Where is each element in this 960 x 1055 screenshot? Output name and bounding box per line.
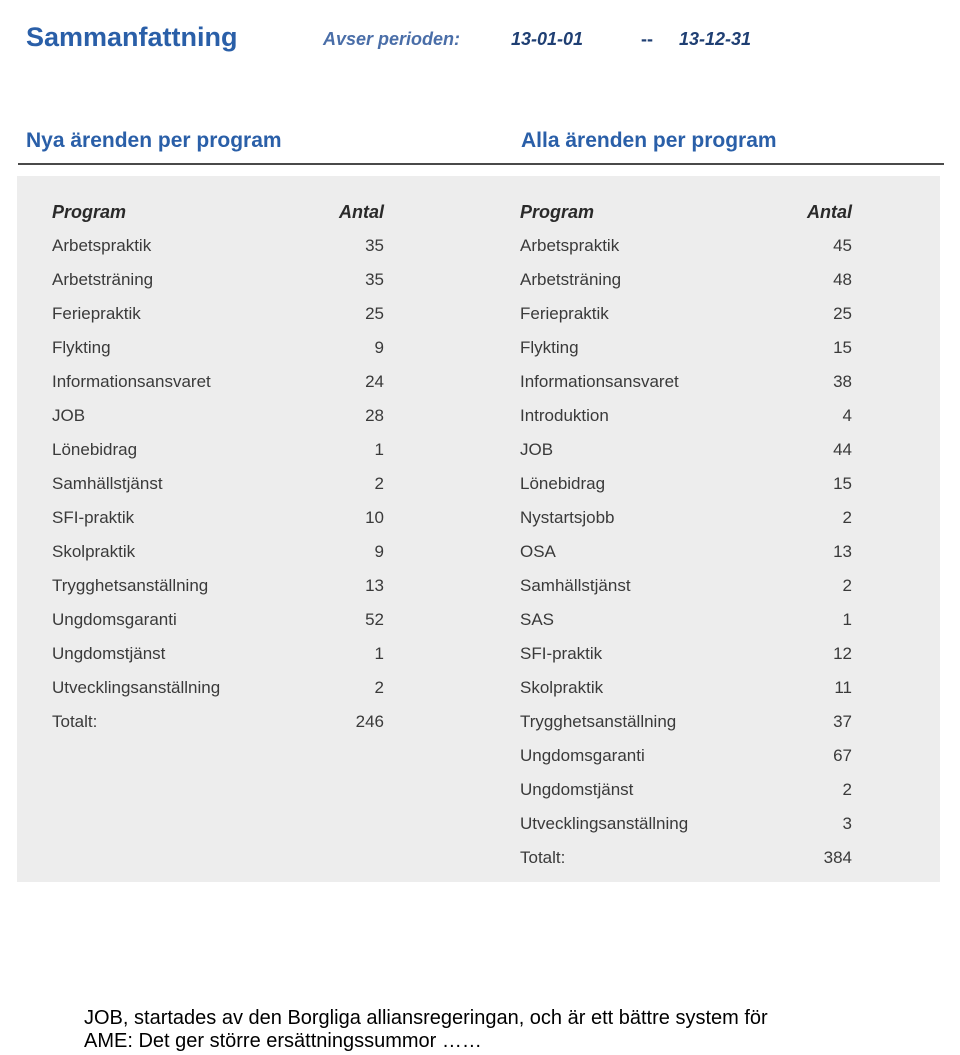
program-name: Utvecklingsanställning xyxy=(520,814,689,833)
program-count: 35 xyxy=(365,236,384,255)
program-name: JOB xyxy=(52,406,86,425)
program-name: SAS xyxy=(520,610,555,629)
table-row xyxy=(52,508,384,542)
program-name: Introduktion xyxy=(520,406,609,425)
footnote xyxy=(84,1007,844,1053)
table-row xyxy=(520,780,852,814)
all-cases-table xyxy=(520,202,852,882)
program-count: 25 xyxy=(833,304,852,323)
program-name: Nystartsjobb xyxy=(520,508,615,527)
section-title-new-cases: Nya ärenden per program xyxy=(26,129,282,152)
table-row xyxy=(520,508,852,542)
new-cases-table xyxy=(52,202,384,746)
table-row xyxy=(52,338,384,372)
program-count: 2 xyxy=(842,780,852,799)
table-row xyxy=(520,576,852,610)
header-divider xyxy=(18,163,944,165)
program-name: Ungdomsgaranti xyxy=(520,746,645,765)
program-count: 48 xyxy=(833,270,852,289)
table-row xyxy=(52,610,384,644)
program-count: 13 xyxy=(365,576,384,595)
page-title: Sammanfattning xyxy=(26,22,238,52)
table-row xyxy=(52,372,384,406)
program-count: 1 xyxy=(842,610,852,629)
program-count: 2 xyxy=(842,576,852,595)
program-name: Skolpraktik xyxy=(520,678,604,697)
table-row xyxy=(52,406,384,440)
program-count: 25 xyxy=(365,304,384,323)
program-name: Samhällstjänst xyxy=(52,474,163,493)
program-name: Feriepraktik xyxy=(52,304,141,323)
program-name: Flykting xyxy=(52,338,111,357)
program-name: Informationsansvaret xyxy=(52,372,211,391)
table-row xyxy=(52,474,384,508)
program-name: Arbetspraktik xyxy=(520,236,620,255)
table-row xyxy=(520,270,852,304)
total-value: 384 xyxy=(823,848,852,867)
period-label: Avser perioden: xyxy=(323,29,461,49)
table-row xyxy=(520,304,852,338)
table-row xyxy=(520,440,852,474)
program-count: 67 xyxy=(833,746,852,765)
table-row xyxy=(52,576,384,610)
program-name: JOB xyxy=(520,440,554,459)
table-row xyxy=(52,542,384,576)
program-count: 4 xyxy=(842,406,852,425)
program-name: Skolpraktik xyxy=(52,542,136,561)
program-count: 15 xyxy=(833,474,852,493)
column-header-antal: Antal xyxy=(339,202,384,222)
total-value: 246 xyxy=(355,712,384,731)
program-count: 2 xyxy=(374,474,384,493)
table-row xyxy=(52,440,384,474)
footnote-line-1: JOB, startades av den Borgliga alliansregeringan, och är ett bättre system för xyxy=(84,1007,768,1029)
table-row xyxy=(520,610,852,644)
table-row xyxy=(520,678,852,712)
program-count: 52 xyxy=(365,610,384,629)
total-row xyxy=(520,848,852,882)
program-name: Ungdomstjänst xyxy=(52,644,166,663)
table-header-row xyxy=(52,202,384,236)
program-count: 9 xyxy=(374,338,384,357)
program-name: Lönebidrag xyxy=(520,474,606,493)
program-name: Flykting xyxy=(520,338,579,357)
table-row xyxy=(520,236,852,270)
period-start-date: 13-01-01 xyxy=(511,29,584,49)
program-count: 3 xyxy=(842,814,852,833)
table-row xyxy=(520,814,852,848)
program-name: SFI-praktik xyxy=(52,508,135,527)
program-count: 12 xyxy=(833,644,852,663)
program-name: Arbetsträning xyxy=(520,270,622,289)
period-end-date: 13-12-31 xyxy=(679,29,752,49)
column-header-program: Program xyxy=(520,202,595,222)
program-name: Arbetsträning xyxy=(52,270,154,289)
program-name: Samhällstjänst xyxy=(520,576,631,595)
table-row xyxy=(520,712,852,746)
program-count: 35 xyxy=(365,270,384,289)
table-row xyxy=(52,678,384,712)
total-label: Totalt: xyxy=(52,712,98,731)
column-header-program: Program xyxy=(52,202,127,222)
program-name: Ungdomsgaranti xyxy=(52,610,177,629)
table-row xyxy=(520,338,852,372)
total-label: Totalt: xyxy=(520,848,566,867)
footnote-line-2: AME: Det ger större ersättningssummor …… xyxy=(84,1030,482,1052)
table-row xyxy=(520,372,852,406)
table-row xyxy=(52,270,384,304)
program-count: 44 xyxy=(833,440,852,459)
table-row xyxy=(520,746,852,780)
program-count: 2 xyxy=(374,678,384,697)
program-count: 11 xyxy=(834,678,852,697)
program-count: 15 xyxy=(833,338,852,357)
total-row xyxy=(52,712,384,746)
table-row xyxy=(520,644,852,678)
table-row xyxy=(520,542,852,576)
program-name: Trygghetsanställning xyxy=(520,712,677,731)
program-name: Lönebidrag xyxy=(52,440,138,459)
program-count: 1 xyxy=(374,644,384,663)
program-count: 9 xyxy=(374,542,384,561)
table-row xyxy=(520,406,852,440)
program-name: Ungdomstjänst xyxy=(520,780,634,799)
period-dash: -- xyxy=(641,29,653,49)
program-name: Feriepraktik xyxy=(520,304,609,323)
program-count: 45 xyxy=(833,236,852,255)
report-header xyxy=(26,22,940,62)
program-name: SFI-praktik xyxy=(520,644,603,663)
table-row xyxy=(52,236,384,270)
table-row xyxy=(52,644,384,678)
program-count: 28 xyxy=(365,406,384,425)
table-header-row xyxy=(520,202,852,236)
program-name: OSA xyxy=(520,542,556,561)
program-count: 2 xyxy=(842,508,852,527)
table-row xyxy=(52,304,384,338)
program-count: 24 xyxy=(365,372,384,391)
program-name: Utvecklingsanställning xyxy=(52,678,221,697)
program-name: Informationsansvaret xyxy=(520,372,679,391)
program-count: 10 xyxy=(365,508,384,527)
program-name: Trygghetsanställning xyxy=(52,576,209,595)
program-count: 13 xyxy=(833,542,852,561)
program-count: 1 xyxy=(374,440,384,459)
column-header-antal: Antal xyxy=(807,202,852,222)
section-title-all-cases: Alla ärenden per program xyxy=(521,129,777,152)
table-row xyxy=(520,474,852,508)
program-count: 38 xyxy=(833,372,852,391)
program-name: Arbetspraktik xyxy=(52,236,152,255)
program-count: 37 xyxy=(833,712,852,731)
